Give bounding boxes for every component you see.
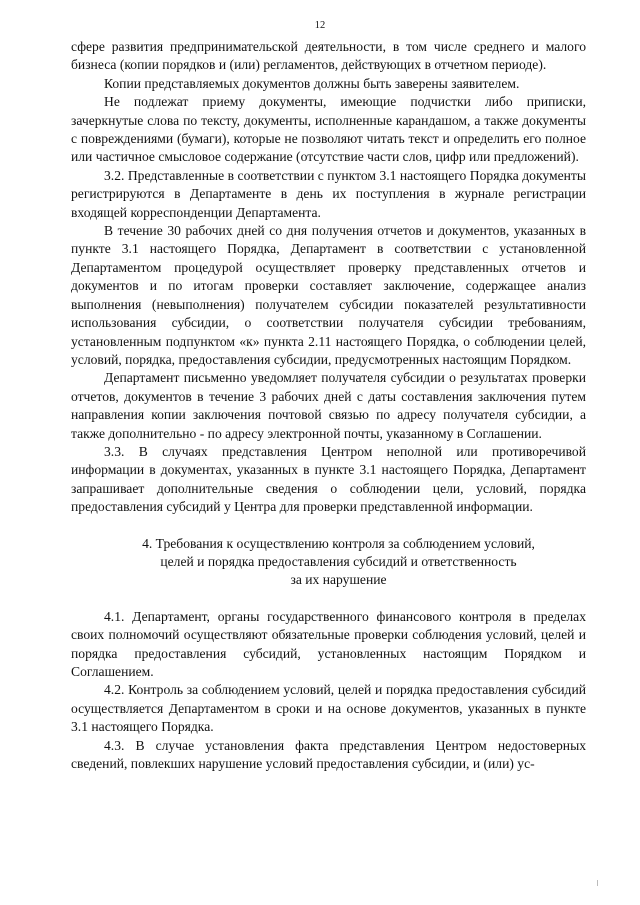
heading-line: целей и порядка предоставления субсидий и ответственность <box>160 553 517 569</box>
paragraph-copies-certified: Копии представляемых документов должны быть заверены заявителем. <box>104 75 520 91</box>
paragraph-3-3: 3.3. В случаях представления Центром неполной или противоречивой информации в документах, указанных в пункте 3.1 настоящего Порядка, Департамент запрашивает дополнительные сведения о соблюдении цели, условий, порядка предоставления субсидий у Центра для проверки представленной информации. <box>71 443 586 515</box>
section-4-heading <box>91 535 586 590</box>
scan-mark <box>597 880 598 886</box>
paragraph-4-3: 4.3. В случае установления факта представления Центром недостоверных сведений, повлекших нарушение условий предоставления субсидии, и (или) ус- <box>71 737 586 772</box>
paragraph-30-days: В течение 30 рабочих дней со дня получения отчетов и документов, указанных в пункте 3.1 настоящего Порядка, Департамент в соответствии с установленной Департаментом процедурой осуществляет проверку представленных отчетов и документов и по итогам проверки составляет заключение, содержащее анализ выполнения (невыполнения) получателем субсидии показателей результативности использования субсидии, о соответствии получателя субсидии требованиям, установленным подпунктом «к» пункта 2.11 настоящего Порядка, о соблюдении целей, условий, порядка, предоставления субсидии, предусмотренных настоящим Порядком. <box>71 223 586 367</box>
paragraph-4-2: 4.2. Контроль за соблюдением условий, целей и порядка предоставления субсидий осуществляется Департаментом в сроки и на основе документов, указанных в пункте 3.1 настоящего Порядка. <box>71 682 586 735</box>
paragraph-3-2: 3.2. Представленные в соответствии с пунктом 3.1 настоящего Порядка документы регистрируются в Департаменте в день их поступления в журнале регистрации входящей корреспонденции Департамента. <box>71 167 586 220</box>
heading-line: 4. Требования к осуществлению контроля за соблюдением условий, <box>142 535 535 551</box>
heading-line: за их нарушение <box>290 572 387 588</box>
paragraph-notification: Департамент письменно уведомляет получателя субсидии о результатах проверки отчетов, документов в течение 3 рабочих дней с даты составления заключения путем направления копии заключения почтовой связью по адресу получателя субсидии, а также дополнительно - по адресу электронной почты, указанному в Соглашении. <box>71 370 586 441</box>
page-number: 12 <box>314 20 326 31</box>
paragraph-4-1: 4.1. Департамент, органы государственного финансового контроля в пределах своих полномочий осуществляют обязательные проверки соблюдения условий, целей и порядка предоставления субсидий, установленных настоящим Порядком и Соглашением. <box>71 608 586 679</box>
paragraph-not-accepted: Не подлежат приему документы, имеющие подчистки либо приписки, зачеркнутые слова по тексту, документы, исполненные карандашом, а также документы с повреждениями (бумаги), которые не позволяют читать текст и определить его полное или частичное смысловое содержание (отсутствие части слов, цифр или предложений). <box>71 94 586 165</box>
paragraph-continuation: сфере развития предпринимательской деятельности, в том числе среднего и малого бизнеса (копии порядков и (или) регламентов, действующих в отчетном периоде). <box>71 39 586 73</box>
document-body <box>71 38 586 773</box>
